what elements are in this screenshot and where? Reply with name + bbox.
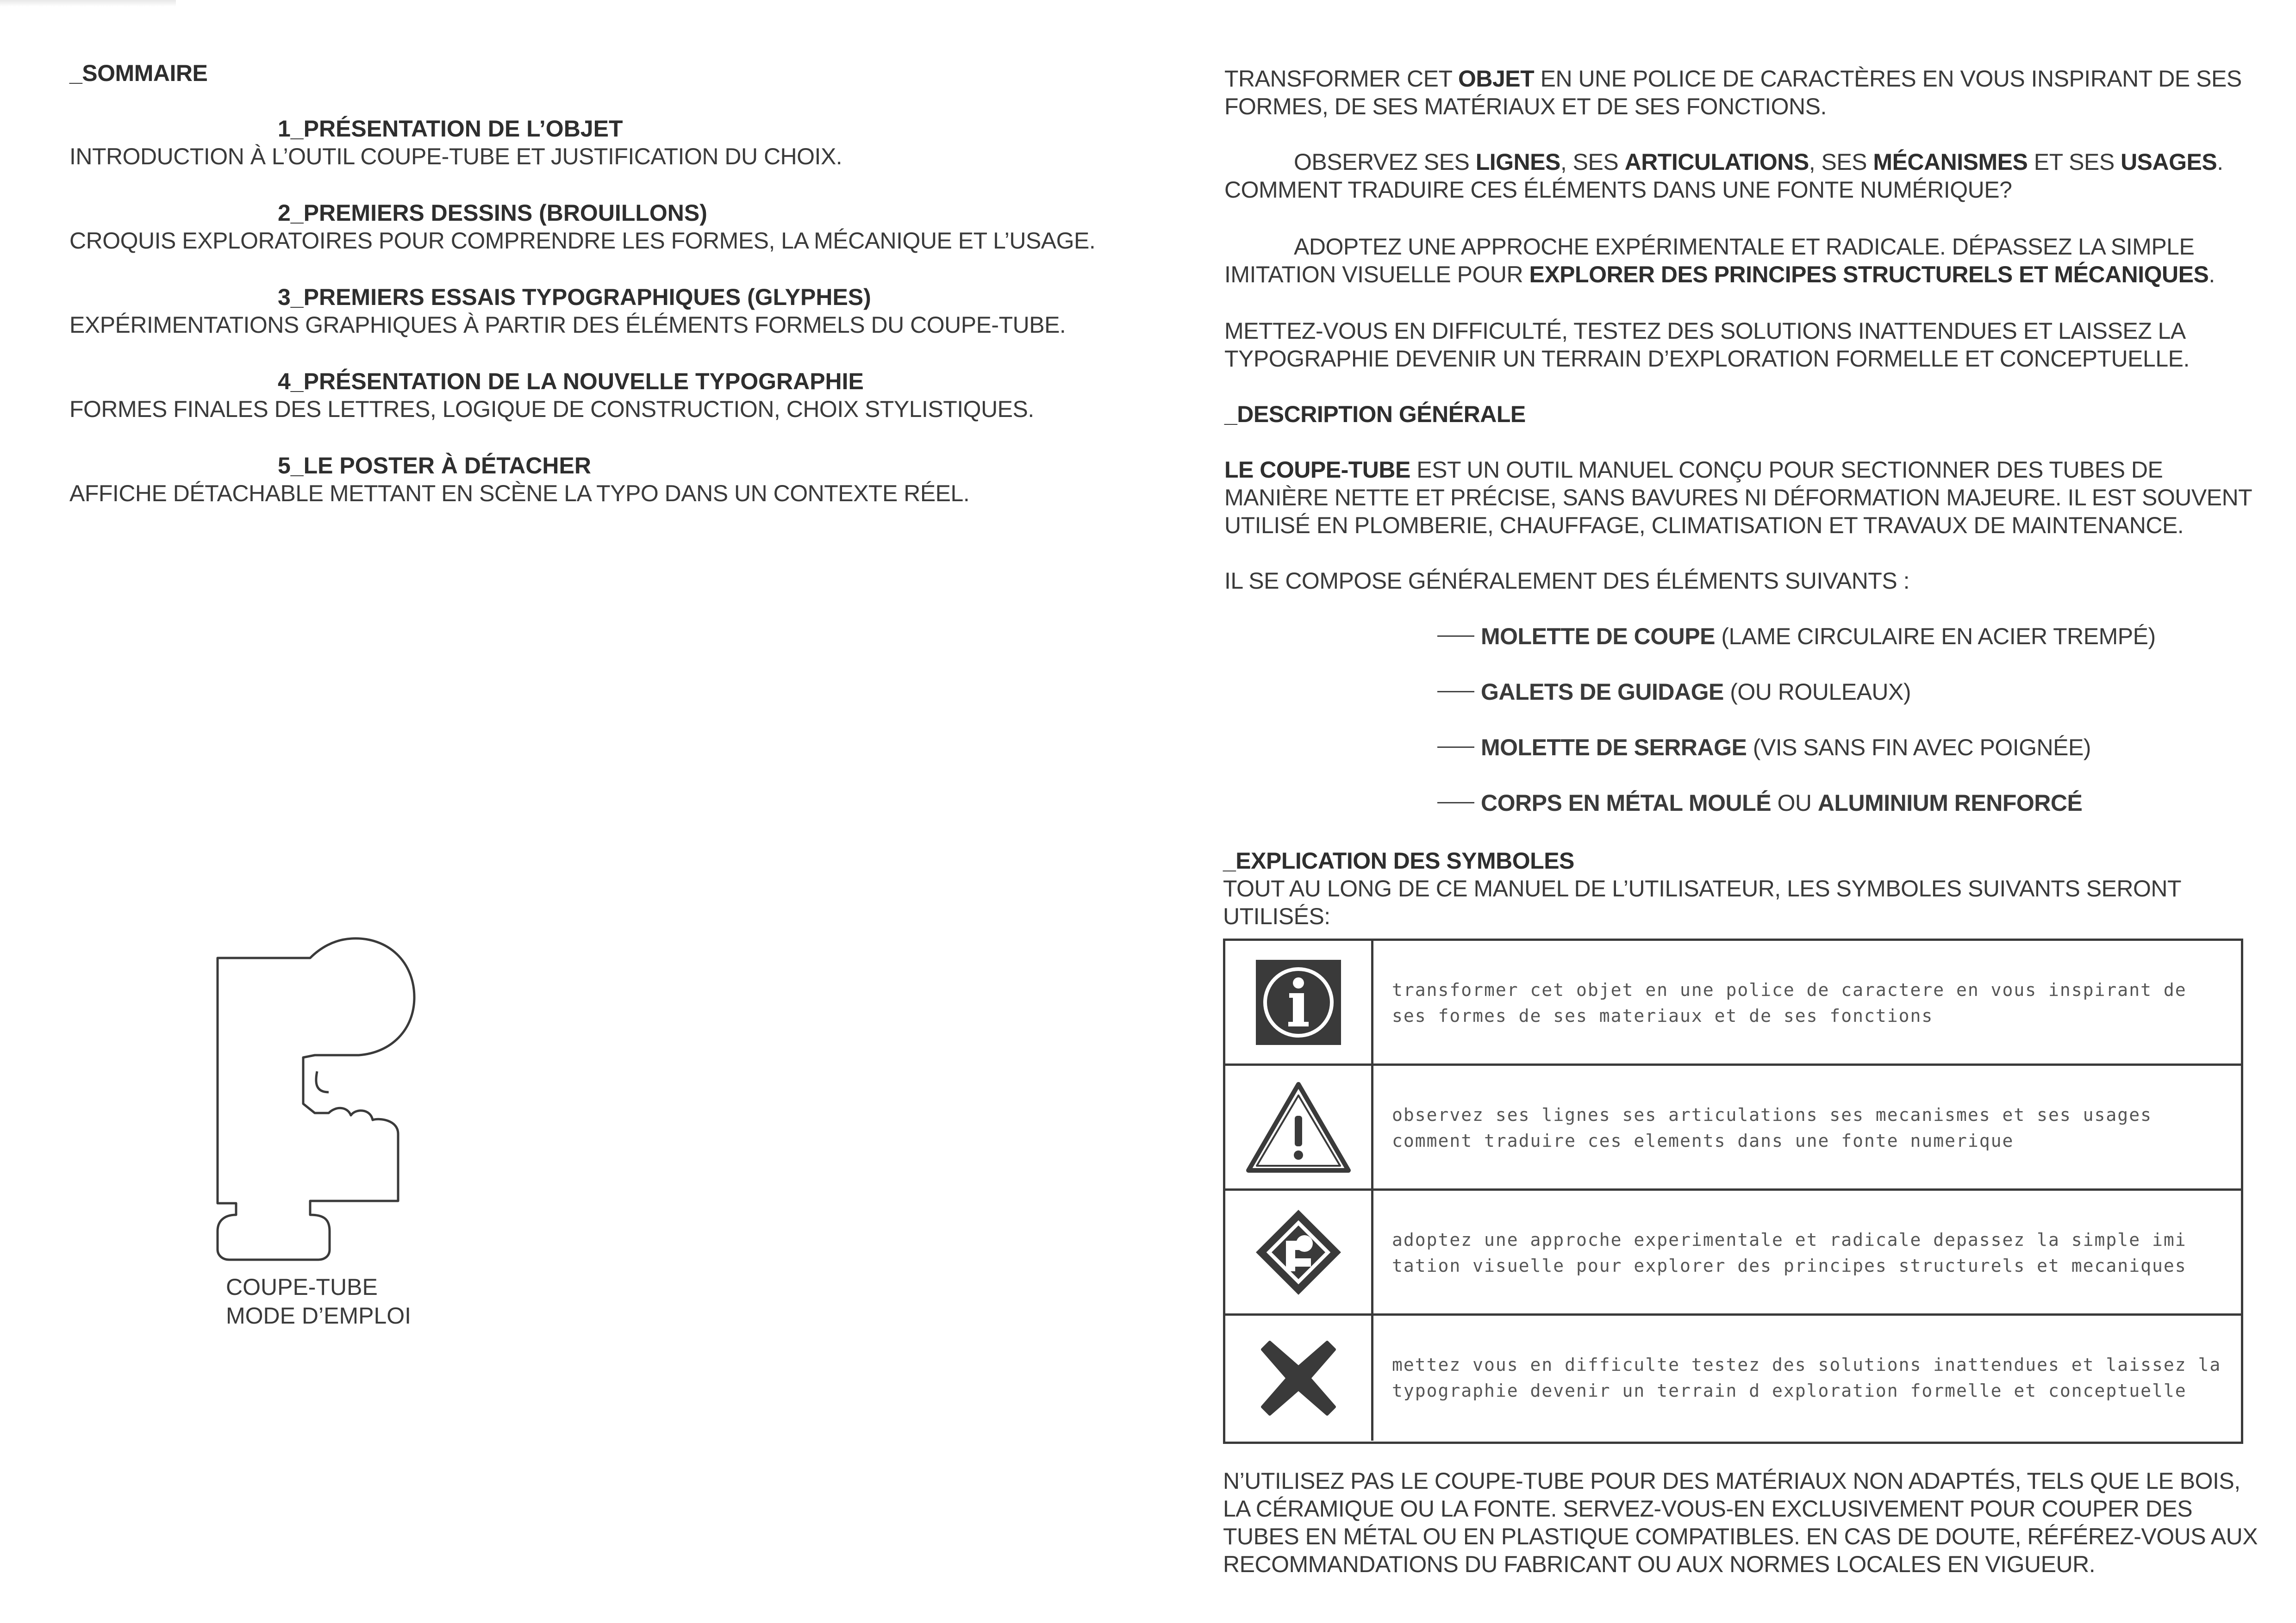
toc-item-title: 3_PREMIERS ESSAIS TYPOGRAPHIQUES (GLYPHES): [278, 284, 871, 310]
text: OBSERVEZ SES: [1294, 149, 1476, 175]
toc-item-desc: CROQUIS EXPLORATOIRES POUR COMPRENDRE LES FORMES, LA MÉCANIQUE ET L’USAGE.: [69, 228, 1096, 254]
pipe-cutter-diamond-icon: [1250, 1204, 1347, 1301]
text-bold: ALUMINIUM RENFORCÉ: [1817, 790, 2083, 816]
list-item: [1437, 622, 2156, 650]
text: tation visuelle pour explorer des principes structurels et mecaniques: [1392, 1256, 2187, 1276]
symbol-description: [1392, 1227, 2225, 1279]
text-bold: MOLETTE DE COUPE: [1481, 623, 1715, 649]
description-heading: _DESCRIPTION GÉNÉRALE: [1224, 401, 1526, 427]
symbol-description: [1392, 1102, 2225, 1154]
text: . COMMENT TRADUIRE CES ÉLÉMENTS DANS UNE FONTE NUMÉRIQUE?: [1224, 149, 2223, 203]
list-item: [1437, 734, 2091, 761]
toc-item-desc: AFFICHE DÉTACHABLE METTANT EN SCÈNE LA TYPO DANS UN CONTEXTE RÉEL.: [69, 480, 970, 506]
right-page: [1148, 0, 2296, 1623]
cover-caption: [226, 1273, 411, 1330]
cross-icon: [1257, 1337, 1340, 1420]
symbol-row-info: [1225, 941, 2241, 1066]
text: comment traduire ces elements dans une fonte numerique: [1392, 1131, 2014, 1151]
dash-icon: [1437, 802, 1474, 803]
text-bold: MÉCANISMES: [1873, 149, 2028, 175]
toc-item-title: 1_PRÉSENTATION DE L’OBJET: [278, 116, 623, 142]
toc-item-title: 2_PREMIERS DESSINS (BROUILLONS): [278, 200, 707, 226]
text-bold: LE COUPE-TUBE: [1224, 457, 1410, 483]
text: ses formes de ses materiaux et de ses fonctions: [1392, 1006, 1934, 1026]
symbols-table: [1223, 939, 2243, 1444]
list-item: [1437, 789, 2082, 817]
text: TRANSFORMER CET: [1224, 66, 1458, 92]
toc-item-desc: FORMES FINALES DES LETTRES, LOGIQUE DE CONSTRUCTION, CHOIX STYLISTIQUES.: [69, 396, 1034, 422]
toc-heading: _SOMMAIRE: [69, 60, 208, 86]
symbol-description: [1392, 977, 2225, 1029]
dash-icon: [1437, 691, 1474, 692]
toc-item-desc: INTRODUCTION À L’OUTIL COUPE-TUBE ET JUSTIFICATION DU CHOIX.: [69, 143, 842, 169]
info-icon: [1252, 956, 1345, 1049]
text-bold: MOLETTE DE SERRAGE: [1481, 734, 1747, 760]
symbol-row-forbidden: [1225, 1316, 2241, 1441]
symbol-icon-cell: [1225, 1316, 1373, 1441]
cover-caption-line2: MODE D’EMPLOI: [226, 1303, 412, 1329]
toc-item-title: 4_PRÉSENTATION DE LA NOUVELLE TYPOGRAPHIE: [278, 368, 864, 394]
text: ET SES: [2028, 149, 2121, 175]
text: observez ses lignes ses articulations ses mecanismes et ses usages: [1392, 1105, 2152, 1125]
text: OU: [1771, 790, 1818, 816]
dash-icon: [1437, 635, 1474, 637]
text-bold: GALETS DE GUIDAGE: [1481, 679, 1724, 705]
warning-note: N’UTILISEZ PAS LE COUPE-TUBE POUR DES MATÉRIAUX NON ADAPTÉS, TELS QUE LE BOIS, LA CÉRAMIQUE OU LA FONTE. SERVEZ-VOUS-EN EXCLUSIVEMENT POUR COUPER DES TUBES EN MÉTAL OU EN PLASTIQUE COMPATIBLES. EN CAS DE DOUTE, RÉFÉREZ-VOUS AUX RECOMMANDATIONS DU FABRICANT OU AUX NORMES LOCALES EN VIGUEUR.: [1223, 1468, 2258, 1577]
text-bold: LIGNES: [1475, 149, 1560, 175]
symbol-icon-cell: [1225, 941, 1373, 1063]
text: transformer cet objet en une police de caractere en vous inspirant de: [1392, 980, 2187, 1000]
text: (VIS SANS FIN AVEC POIGNÉE): [1747, 734, 2091, 760]
text: EN UNE POLICE DE CARACTÈRES EN VOUS INSPIRANT DE SES FORMES, DE SES MATÉRIAUX ET DE SES FONCTIONS.: [1224, 66, 2242, 119]
text: ADOPTEZ UNE APPROCHE EXPÉRIMENTALE ET RADICALE. DÉPASSEZ LA SIMPLE IMITATION VISUELLE POUR: [1224, 234, 2195, 287]
text: , SES: [1809, 149, 1873, 175]
paragraph-intro: [1224, 65, 2271, 120]
text-bold: ARTICULATIONS: [1624, 149, 1809, 175]
text: mettez vous en difficulte testez des solutions inattendues et laissez la: [1392, 1355, 2221, 1375]
text-bold: USAGES: [2121, 149, 2217, 175]
pipe-cutter-outline-icon: [208, 930, 430, 1263]
text: typographie devenir un terrain d exploration formelle et conceptuelle: [1392, 1380, 2187, 1401]
symbol-row-tool: [1225, 1191, 2241, 1316]
warning-icon: [1243, 1079, 1354, 1176]
paragraph-components-intro: IL SE COMPOSE GÉNÉRALEMENT DES ÉLÉMENTS SUIVANTS :: [1224, 568, 1909, 594]
text: (LAME CIRCULAIRE EN ACIER TREMPÉ): [1715, 623, 2156, 649]
dash-icon: [1437, 746, 1474, 748]
text: , SES: [1560, 149, 1625, 175]
cover-caption-line1: COUPE-TUBE: [226, 1274, 378, 1300]
paragraph-challenge: METTEZ-VOUS EN DIFFICULTÉ, TESTEZ DES SOLUTIONS INATTENDUES ET LAISSEZ LA TYPOGRAPHIE DEVENIR UN TERRAIN D’EXPLORATION FORMELLE ET CONCEPTUELLE.: [1224, 318, 2190, 372]
text-bold: CORPS EN MÉTAL MOULÉ: [1481, 790, 1772, 816]
symbols-intro: TOUT AU LONG DE CE MANUEL DE L’UTILISATEUR, LES SYMBOLES SUIVANTS SERONT UTILISÉS:: [1223, 876, 2181, 929]
text: (OU ROULEAUX): [1723, 679, 1911, 705]
text-bold: EXPLORER DES PRINCIPES STRUCTURELS ET MÉCANIQUES: [1529, 261, 2209, 287]
paragraph-description: [1224, 456, 2271, 539]
symbol-icon-cell: [1225, 1191, 1373, 1313]
paragraph-observe: [1224, 148, 2271, 204]
paragraph-approach: [1224, 233, 2271, 288]
text: EST UN OUTIL MANUEL CONÇU POUR SECTIONNER DES TUBES DE MANIÈRE NETTE ET PRÉCISE, SANS BAVURES NI DÉFORMATION MAJEURE. IL EST SOUVENT UTILISÉ EN PLOMBERIE, CHAUFFAGE, CLIMATISATION ET TRAVAUX DE MAINTENANCE.: [1224, 457, 2252, 538]
text: adoptez une approche experimentale et radicale depassez la simple imi: [1392, 1230, 2187, 1250]
toc-item-desc: EXPÉRIMENTATIONS GRAPHIQUES À PARTIR DES ÉLÉMENTS FORMELS DU COUPE-TUBE.: [69, 312, 1066, 338]
list-item: [1437, 678, 1911, 706]
symbol-row-warning: [1225, 1066, 2241, 1191]
text-bold: OBJET: [1458, 66, 1535, 92]
symbols-heading: _EXPLICATION DES SYMBOLES: [1223, 848, 1574, 874]
symbol-icon-cell: [1225, 1066, 1373, 1188]
symbol-description: [1392, 1352, 2225, 1404]
page-edge-shadow: [0, 0, 176, 6]
toc-item-title: 5_LE POSTER À DÉTACHER: [278, 453, 591, 479]
text: .: [2209, 261, 2215, 287]
